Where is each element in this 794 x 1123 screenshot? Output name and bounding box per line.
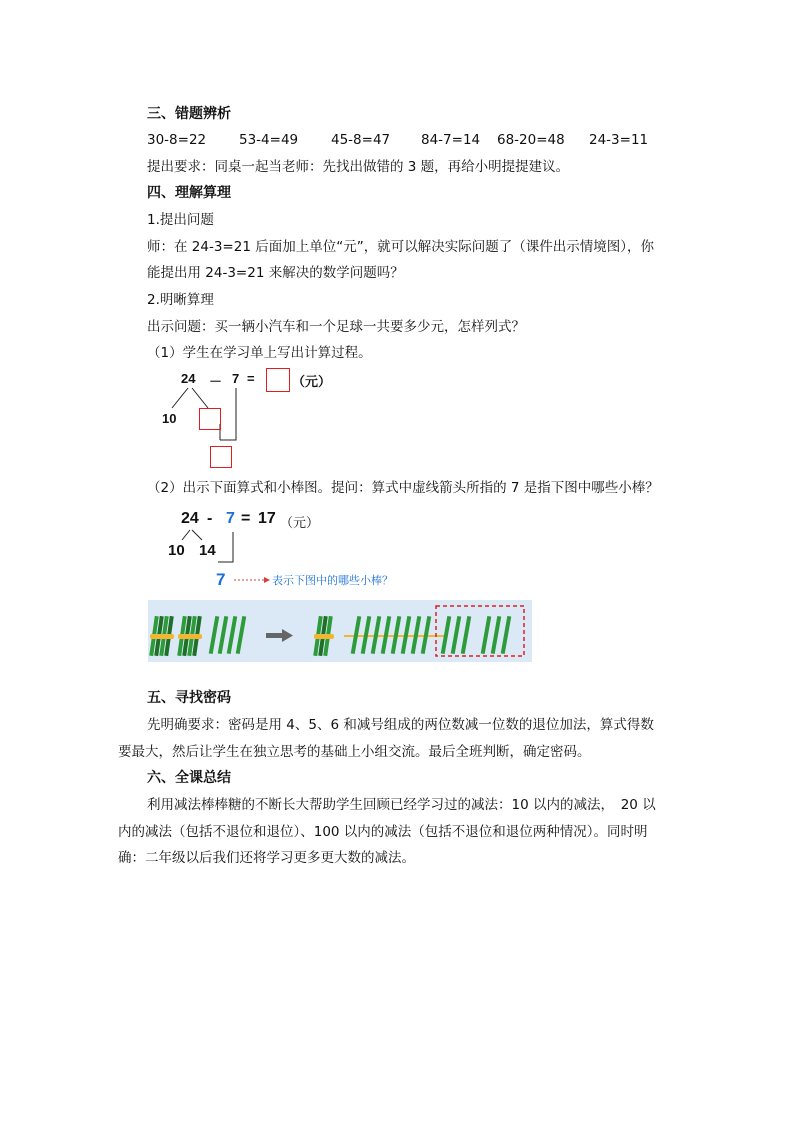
- fig1-subtrahend: 7: [232, 371, 240, 386]
- paragraph-1-line-1: 师：在 24-3=21 后面加上单位“元”，就可以解决实际问题了（课件出示情境图），你: [147, 239, 654, 255]
- fig2-split-fourteen: 14: [199, 542, 216, 559]
- fig1-minus: －: [209, 374, 223, 389]
- equation-2: 53-4=49: [239, 132, 299, 148]
- subheading-1: 1.提出问题: [147, 212, 214, 228]
- fig2-equals: =: [241, 510, 251, 527]
- subheading-2: 2.明晰算理: [147, 292, 214, 308]
- equation-1: 30-8=22: [147, 132, 207, 148]
- step-2: （2）出示下面算式和小棒图。提问：算式中虚线箭头所指的 7 是指下图中哪些小棒？: [147, 480, 659, 496]
- section-6-heading: 六、全课总结: [147, 770, 231, 786]
- fig2-subtrahend: 7: [226, 510, 235, 527]
- section-4-heading: 四、理解算理: [147, 185, 231, 201]
- equation-4: 84-7=14: [421, 132, 481, 148]
- step-1: （1）学生在学习单上写出计算过程。: [147, 345, 372, 361]
- section-5-line-1: 先明确要求：密码是用 4、5、6 和减号组成的两位数减一位数的退位加法，算式得数: [147, 717, 654, 733]
- fig1-unit: （元）: [292, 374, 332, 389]
- section-6-line-1: 利用减法棒棒糖的不断长大帮助学生回顾已经学习过的减法：10 以内的减法， 20 以: [147, 797, 656, 813]
- fig2-minus: -: [207, 510, 213, 527]
- section-5-line-2: 要最大，然后让学生在独立思考的基础上小组交流。最后全班判断，确定密码。: [118, 744, 591, 760]
- fig2-unit: （元）: [280, 516, 320, 531]
- section-3-task: 提出要求：同桌一起当老师：先找出做错的 3 题，再给小明提提建议。: [147, 159, 570, 175]
- section-3-heading: 三、错题辨析: [147, 106, 231, 122]
- section-6-line-2: 内的减法（包括不退位和退位）、100 以内的减法（包括不退位和退位两种情况）。同时明: [118, 824, 648, 840]
- sticks-panel-background: [148, 600, 532, 662]
- fig1-split-box: [199, 408, 221, 430]
- fig1-split-ten: 10: [162, 411, 177, 426]
- section-6-line-3: 确：二年级以后我们还将学习更多更大数的减法。: [118, 850, 415, 866]
- fig2-pointer-text: 表示下图中的哪些小棒？: [272, 574, 393, 587]
- fig2-result: 17: [258, 510, 276, 527]
- fig1-equals: =: [247, 371, 255, 386]
- dotted-arrow-icon: [232, 574, 272, 586]
- paragraph-2: 出示问题：买一辆小汽车和一个足球一共要多少元，怎样列式？: [147, 319, 525, 335]
- fig2-split-ten: 10: [168, 542, 185, 559]
- sticks-panel: [148, 600, 532, 662]
- fig1-answer-box: [266, 368, 290, 392]
- equation-3: 45-8=47: [331, 132, 391, 148]
- equation-5: 68-20=48: [497, 132, 565, 148]
- fig2-minuend: 24: [181, 510, 199, 527]
- fig1-minuend: 24: [181, 371, 196, 386]
- fig2-pointer-seven: 7: [216, 570, 226, 589]
- paragraph-1-line-2: 能提出用 24-3=21 来解决的数学问题吗？: [147, 265, 404, 281]
- fig1-result-box: [210, 446, 232, 468]
- section-5-heading: 五、寻找密码: [147, 690, 231, 706]
- equation-6: 24-3=11: [589, 132, 649, 148]
